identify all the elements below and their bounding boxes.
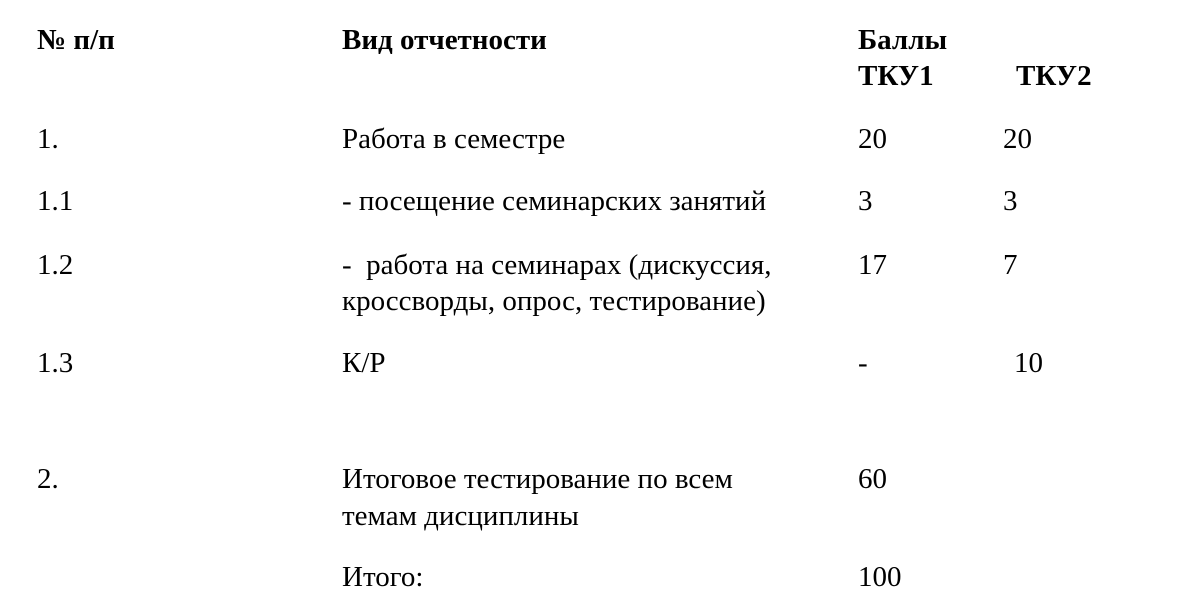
row-number: 1.3 bbox=[37, 347, 74, 379]
row-tku2: 3 bbox=[1003, 185, 1018, 217]
row-report-type: К/Р bbox=[342, 347, 386, 379]
row-number: 1. bbox=[37, 123, 59, 155]
header-points: Баллы bbox=[858, 24, 948, 56]
row-tku1: 60 bbox=[858, 463, 887, 495]
row-report-type: Работа в семестре bbox=[342, 123, 566, 155]
row-tku1: - bbox=[858, 347, 868, 379]
row-tku1: 3 bbox=[858, 185, 873, 217]
total-value: 100 bbox=[858, 561, 902, 593]
row-tku2: 20 bbox=[1003, 123, 1032, 155]
row-tku2: 7 bbox=[1003, 249, 1018, 281]
header-tku2: ТКУ2 bbox=[1016, 60, 1092, 92]
row-tku1: 17 bbox=[858, 249, 887, 281]
row-report-type-continued: кроссворды, опрос, тестирование) bbox=[342, 285, 766, 317]
header-number: № п/п bbox=[37, 24, 115, 56]
row-tku1: 20 bbox=[858, 123, 887, 155]
header-report-type: Вид отчетности bbox=[342, 24, 547, 56]
row-report-type-continued: темам дисциплины bbox=[342, 500, 579, 532]
row-number: 1.2 bbox=[37, 249, 74, 281]
row-tku2: 10 bbox=[1014, 347, 1043, 379]
header-tku1: ТКУ1 bbox=[858, 60, 934, 92]
row-report-type: - посещение семинарских занятий bbox=[342, 185, 767, 217]
row-report-type: Итоговое тестирование по всем bbox=[342, 463, 733, 495]
total-label: Итого: bbox=[342, 561, 424, 593]
row-number: 2. bbox=[37, 463, 59, 495]
row-report-type: - работа на семинарах (дискуссия, bbox=[342, 249, 772, 281]
row-number: 1.1 bbox=[37, 185, 74, 217]
